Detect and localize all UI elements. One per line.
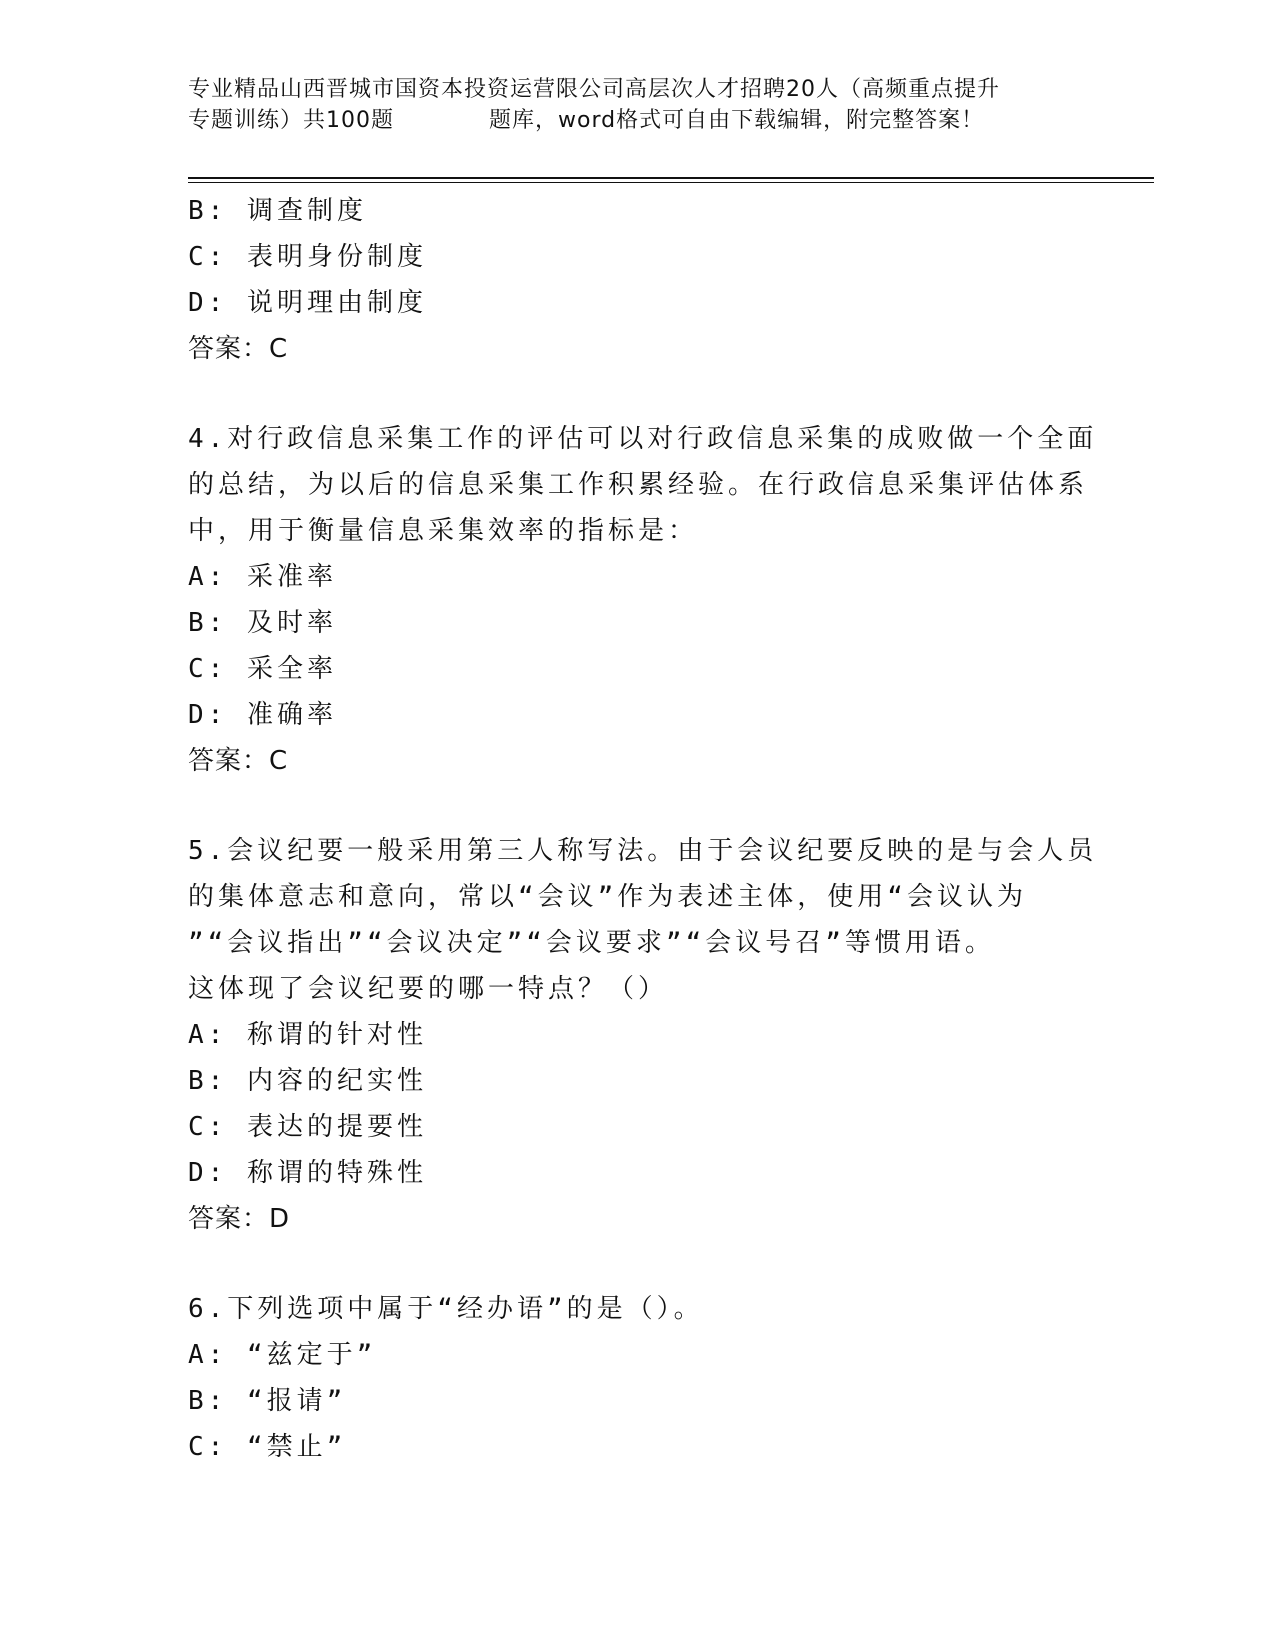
question-stem-line: 的总结，为以后的信息采集工作积累经验。在行政信息采集评估体系 [188, 470, 1089, 500]
question-stem-line: 的集体意志和意向，常以“会议”作为表述主体，使用“会议认为 [188, 882, 1027, 912]
option-d: D: 称谓的特殊性 [188, 1158, 427, 1188]
option-c: C: 采全率 [188, 654, 337, 684]
option-b: B: 调查制度 [188, 196, 367, 226]
option-a: A: 采准率 [188, 562, 337, 592]
option-c: C: 表明身份制度 [188, 242, 427, 272]
answer: 答案：C [188, 334, 289, 364]
option-d: D: 说明理由制度 [188, 288, 427, 318]
header-line-2 [188, 105, 1088, 136]
header-rule-thin [188, 182, 1154, 183]
question-4 [188, 416, 1098, 784]
answer: 答案：C [188, 746, 289, 776]
header-line-1: 专业精品山西晋城市国资本投资运营限公司高层次人才招聘20人（高频重点提升 [188, 77, 1000, 102]
option-b: B: 及时率 [188, 608, 337, 638]
option-b: B: “报请” [188, 1386, 347, 1416]
question-stem-line: 中，用于衡量信息采集效率的指标是： [188, 516, 699, 546]
question-6 [188, 1286, 1088, 1470]
question-stem-line: ”“会议指出”“会议决定”“会议要求”“会议号召”等惯用语。 [188, 928, 995, 958]
question-stem-line: 5.会议纪要一般采用第三人称写法。由于会议纪要反映的是与会人员 [188, 836, 1098, 866]
header-line-2-right: 题库，word格式可自由下载编辑，附完整答案！ [489, 108, 985, 133]
question-list [188, 188, 1098, 1470]
question-stem-line: 4.对行政信息采集工作的评估可以对行政信息采集的成败做一个全面 [188, 424, 1098, 454]
option-b: B: 内容的纪实性 [188, 1066, 427, 1096]
header-rule-thick [188, 177, 1154, 179]
question-stem-line: 6.下列选项中属于“经办语”的是（）。 [188, 1294, 704, 1324]
header-line-2-left: 专题训练）共100题 [188, 108, 394, 133]
question-5 [188, 828, 1098, 1242]
question-stem-line: 这体现了会议纪要的哪一特点？（） [188, 974, 669, 1004]
option-c: C: “禁止” [188, 1432, 347, 1462]
question-3-tail [188, 188, 1088, 372]
option-a: A: “兹定于” [188, 1340, 377, 1370]
option-a: A: 称谓的针对性 [188, 1020, 427, 1050]
answer: 答案：D [188, 1204, 291, 1234]
option-c: C: 表达的提要性 [188, 1112, 427, 1142]
page-header [188, 74, 1088, 136]
option-d: D: 准确率 [188, 700, 337, 730]
